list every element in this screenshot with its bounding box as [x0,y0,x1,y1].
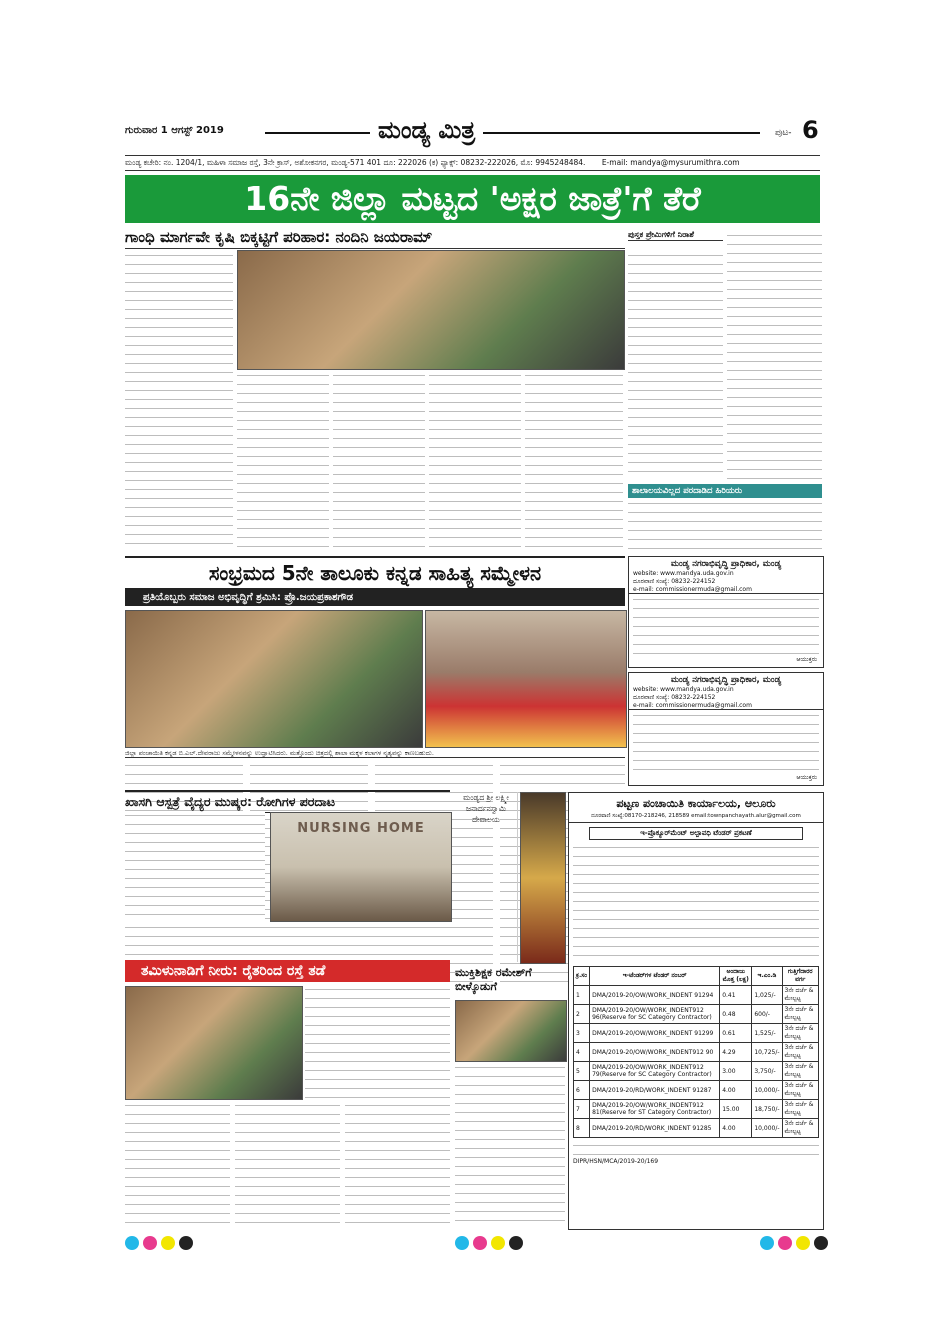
masthead-rule-right [540,132,760,134]
cell: 3ನೇ ದರ್ಜೆ & ಮೇಲ್ಪಟ್ಟ [782,986,818,1005]
story1-column-4 [429,372,521,552]
black-mark [179,1236,193,1250]
table-row [574,986,819,1005]
notice-2-body [633,712,819,772]
tender-table [573,966,819,1138]
tender-col-amount: ಅಂದಾಜು ಮೊತ್ತ (ಲಕ್ಷ) [720,967,752,986]
tender-title: ಪಟ್ಟಣ ಪಂಚಾಯಿತಿ ಕಾರ್ಯಾಲಯ, ಆಲೂರು [616,797,776,810]
cell: 4.29 [720,1043,752,1062]
cell: 600/- [752,1005,782,1024]
notice-2 [628,672,824,786]
notice-1-signoff: ಆಯುಕ್ತರು [796,656,817,663]
registration-marks-left [125,1236,193,1250]
story1-column-1 [125,252,233,552]
story1-headline: ಗಾಂಧಿ ಮಾರ್ಗವೇ ಕೃಷಿ ಬಿಕ್ಕಟ್ಟಿಗೆ ಪರಿಹಾರ: ನಂದಿನಿ ಜಯರಾಮ್ [125,228,625,249]
notice-2-signoff: ಆಯುಕ್ತರು [796,774,817,781]
cell: DMA/2019-20/RD/WORK_INDENT 91285 [590,1119,720,1138]
cell: 3ನೇ ದರ್ಜೆ & ಮೇಲ್ಪಟ್ಟ [782,1062,818,1081]
cyan-mark [125,1236,139,1250]
notice-1-title: ಮಂಡ್ಯ ನಗರಾಭಿವೃದ್ಧಿ ಪ್ರಾಧಿಕಾರ, ಮಂಡ್ಯ [670,559,782,569]
address-line [125,155,820,171]
page-number: 6 [802,116,819,144]
cell: 5 [574,1062,590,1081]
table-row [574,1024,819,1043]
school-box-title: ಶಾಲಾಲಯವಿಲ್ಲದ ಪರದಾಡಿದ ಹಿರಿಯರು [628,484,822,498]
cell: DMA/2019-20/OW/WORK_INDENT912 96(Reserve for SC Category Contractor) [590,1005,720,1024]
story4-sidebar: ಮಂಡ್ಯದ ಶ್ರೀ ಲಕ್ಷ್ಮೀ ಜನಾರ್ದನಸ್ವಾಮಿ ದೇವಾಲಯ [455,792,518,962]
yellow-mark [491,1236,505,1250]
black-mark [509,1236,523,1250]
tender-body [573,844,819,962]
tender-signature-block [573,1142,819,1156]
cell: 0.41 [720,986,752,1005]
tender-table-wrap [569,966,823,1138]
masthead-date: ಗುರುವಾರ 1 ಆಗಸ್ಟ್ 2019 [125,125,224,136]
story1-column-3 [333,372,425,552]
masthead-title: ಮಂಡ್ಯ ಮಿತ್ರ [370,115,483,144]
cell: 3,750/- [752,1062,782,1081]
notice-2-email: e-mail: commissionermuda@gmail.com [629,702,823,710]
story4-column-1 [455,1064,565,1228]
notice-2-title: ಮಂಡ್ಯ ನಗರಾಭಿವೃದ್ಧಿ ಪ್ರಾಧಿಕಾರ, ಮಂಡ್ಯ [670,675,782,685]
cell: 15.00 [720,1100,752,1119]
cell: 3 [574,1024,590,1043]
tender-col-class: ಗುತ್ತಿಗೆದಾರರ ವರ್ಗ [782,967,818,986]
cell: DMA/2019-20/OW/WORK_INDENT912 90 [590,1043,720,1062]
table-row [574,1081,819,1100]
tender-col-number: ಇ-ಟೆಂಡರ್‌ಗಳ ಟೆಂಡರ್ ನಂಬರ್ [590,967,720,986]
cell: 4.00 [720,1119,752,1138]
story5-column-2 [235,1102,340,1228]
registration-marks-right [760,1236,828,1250]
tender-footer: DIPR/HSN/MCA/2019-20/169 [573,1158,659,1165]
cell: 7 [574,1100,590,1119]
story1-sidebar-column-1 [628,252,723,480]
story3-column-3 [270,924,450,956]
cell: 18,750/- [752,1100,782,1119]
story1-column-5 [525,372,623,552]
story5-column-3 [345,1102,450,1228]
tender-section: ಇ-ಪ್ರೊಕ್ಯೂರ್‌ಮೆಂಟ್ ಅಲ್ಪಾವಧಿ ಟೆಂಡರ್ ಪ್ರಕಟಣೆ [589,827,803,840]
tender-table-header [574,967,819,986]
cell: 4.00 [720,1081,752,1100]
cell: 3ನೇ ದರ್ಜೆ & ಮೇಲ್ಪಟ್ಟ [782,1100,818,1119]
table-row [574,1005,819,1024]
story5-headline: ತಮಿಳುನಾಡಿಗೆ ನೀರು: ರೈತರಿಂದ ರಸ್ತೆ ತಡೆ [125,960,450,982]
notice-1-email: e-mail: commissionermuda@gmail.com [629,586,823,594]
story1-column-2 [237,372,329,552]
notice-2-phone: ದೂರವಾಣಿ ಸಂಖ್ಯೆ: 08232-224152 [633,694,716,701]
notice-1-phone: ದೂರವಾಣಿ ಸಂಖ್ಯೆ: 08232-224152 [633,578,716,585]
cell: 6 [574,1081,590,1100]
story3-photo [270,812,452,922]
nursing-home-sign: NURSING HOME [297,821,425,836]
table-row [574,1119,819,1138]
cell: DMA/2019-20/RD/WORK_INDENT 91287 [590,1081,720,1100]
notice-2-website: website: www.mandya.uda.gov.in [633,686,734,693]
page-label: ಪುಟ- [775,128,792,138]
black-mark [814,1236,828,1250]
tender-notice [568,792,824,1230]
yellow-mark [161,1236,175,1250]
cyan-mark [760,1236,774,1250]
address-text: ಮಂಡ್ಯ ಕಚೇರಿ: ನಂ. 1204/1, ಮಹಿಳಾ ಸಮಾಜ ರಸ್ತೆ, 3ನೇ ಕ್ರಾಸ್, ಅಶೋಕನಗರ, ಮಂಡ್ಯ-571 401 ದೂ: 222026 (ಕ) ಫ್ಯಾಕ್ಸ್: 08232-222026, ಮೊ: 9945248484. [125,158,586,167]
main-headline: 16ನೇ ಜಿಲ್ಲಾ ಮಟ್ಟದ 'ಅಕ್ಷರ ಜಾತ್ರೆ'ಗೆ ತೆರೆ [125,175,820,223]
story2-photo-right [425,610,627,748]
table-row [574,1043,819,1062]
story3-column-1 [125,812,265,920]
story2-subhead: ಪ್ರತಿಯೊಬ್ಬರು ಸಮಾಜ ಅಭಿವೃದ್ಧಿಗೆ ಶ್ರಮಿಸಿ: ಪ್ರೊ.ಜಯಪ್ರಕಾಶಗೌಡ [125,589,625,606]
story5-side-column [305,986,450,1098]
cell: 3ನೇ ದರ್ಜೆ & ಮೇಲ್ಪಟ್ಟ [782,1043,818,1062]
school-box-body [628,500,822,552]
cell: DMA/2019-20/OW/WORK_INDENT 91294 [590,986,720,1005]
story5-photo [125,986,303,1100]
cell: DMA/2019-20/OW/WORK_INDENT912 81(Reserve for ST Category Contractor) [590,1100,720,1119]
table-row [574,1100,819,1119]
registration-marks-center [455,1236,523,1250]
tender-contact: ದೂರವಾಣಿ ಸಂಖ್ಯೆ:08170-218246, 218589 email:townpanchayath.alur@gmail.com [569,813,823,823]
yellow-mark [796,1236,810,1250]
cell: 3ನೇ ದರ್ಜೆ & ಮೇಲ್ಪಟ್ಟ [782,1119,818,1138]
tender-col-sl: ಕ್ರ.ಸಂ [574,967,590,986]
notice-1 [628,556,824,668]
cell: 2 [574,1005,590,1024]
tender-col-emd: ಇ.ಎಂ.ಡಿ [752,967,782,986]
email-text: E-mail: mandya@mysurumithra.com [601,158,740,167]
cell: 1,525/- [752,1024,782,1043]
cell: 10,725/- [752,1043,782,1062]
story1-photo [237,250,625,370]
notice-1-body [633,596,819,654]
cell: DMA/2019-20/OW/WORK_INDENT912 79(Reserve for SC Category Contractor) [590,1062,720,1081]
story4-photo [520,792,566,964]
cell: 1,025/- [752,986,782,1005]
magenta-mark [473,1236,487,1250]
story2-photo-left [125,610,423,748]
cell: 8 [574,1119,590,1138]
notice-1-website: website: www.mandya.uda.gov.in [633,570,734,577]
table-row [574,1062,819,1081]
cell: 4 [574,1043,590,1062]
cell: DMA/2019-20/OW/WORK_INDENT 91299 [590,1024,720,1043]
story5-column-1 [125,1102,230,1228]
story4-group-photo [455,1000,567,1062]
story3-column-2 [125,924,265,956]
cell: 1 [574,986,590,1005]
cyan-mark [455,1236,469,1250]
magenta-mark [778,1236,792,1250]
story2-headline: ಸಂಭ್ರಮದ 5ನೇ ತಾಲೂಕು ಕನ್ನಡ ಸಾಹಿತ್ಯ ಸಮ್ಮೇಳನ [125,556,625,589]
cell: 10,000/- [752,1119,782,1138]
cell: 0.48 [720,1005,752,1024]
story1-sidebar-column-2 [727,232,822,480]
cell: 3ನೇ ದರ್ಜೆ & ಮೇಲ್ಪಟ್ಟ [782,1081,818,1100]
cell: 3ನೇ ದರ್ಜೆ & ಮೇಲ್ಪಟ್ಟ [782,1005,818,1024]
story3-headline: ಖಾಸಗಿ ಆಸ್ಪತ್ರೆ ವೈದ್ಯರ ಮುಷ್ಕರ: ರೋಗಿಗಳ ಪರದಾಟ [125,790,450,813]
cell: 10,000/- [752,1081,782,1100]
magenta-mark [143,1236,157,1250]
cell: 3.00 [720,1062,752,1081]
story2-caption: ಜಿಲ್ಲಾ ಪಂಚಾಯಿತಿ ಕನ್ನಡ ಬಿ.ಎಲ್.ದೇವರಾಜು ಸಮ್ಮೇಳನವನ್ನು ಉದ್ಘಾಟಿಸಿದರು. ಮತ್ತೊಂದು ಚಿತ್ರದಲ್ಲಿ ಶಾಲಾ ಮಕ್ಕಳ ಕಲಾಗಳ ನೃತ್ಯವನ್ನು ಕಾಣಬಹುದು. [125,749,625,758]
cell: 0.61 [720,1024,752,1043]
story4-headline: ಮುಕ್ತಿಶಿಕ್ಷಕ ರಮೇಶ್‌ಗೆ ಬೀಳ್ಕೊಡುಗೆ [455,966,532,993]
story1-sidebar-label: ಪುಸ್ತಕ ಪ್ರೇಮಿಗಳಿಗೆ ನಿರಾಶೆ [628,230,723,241]
cell: 3ನೇ ದರ್ಜೆ & ಮೇಲ್ಪಟ್ಟ [782,1024,818,1043]
